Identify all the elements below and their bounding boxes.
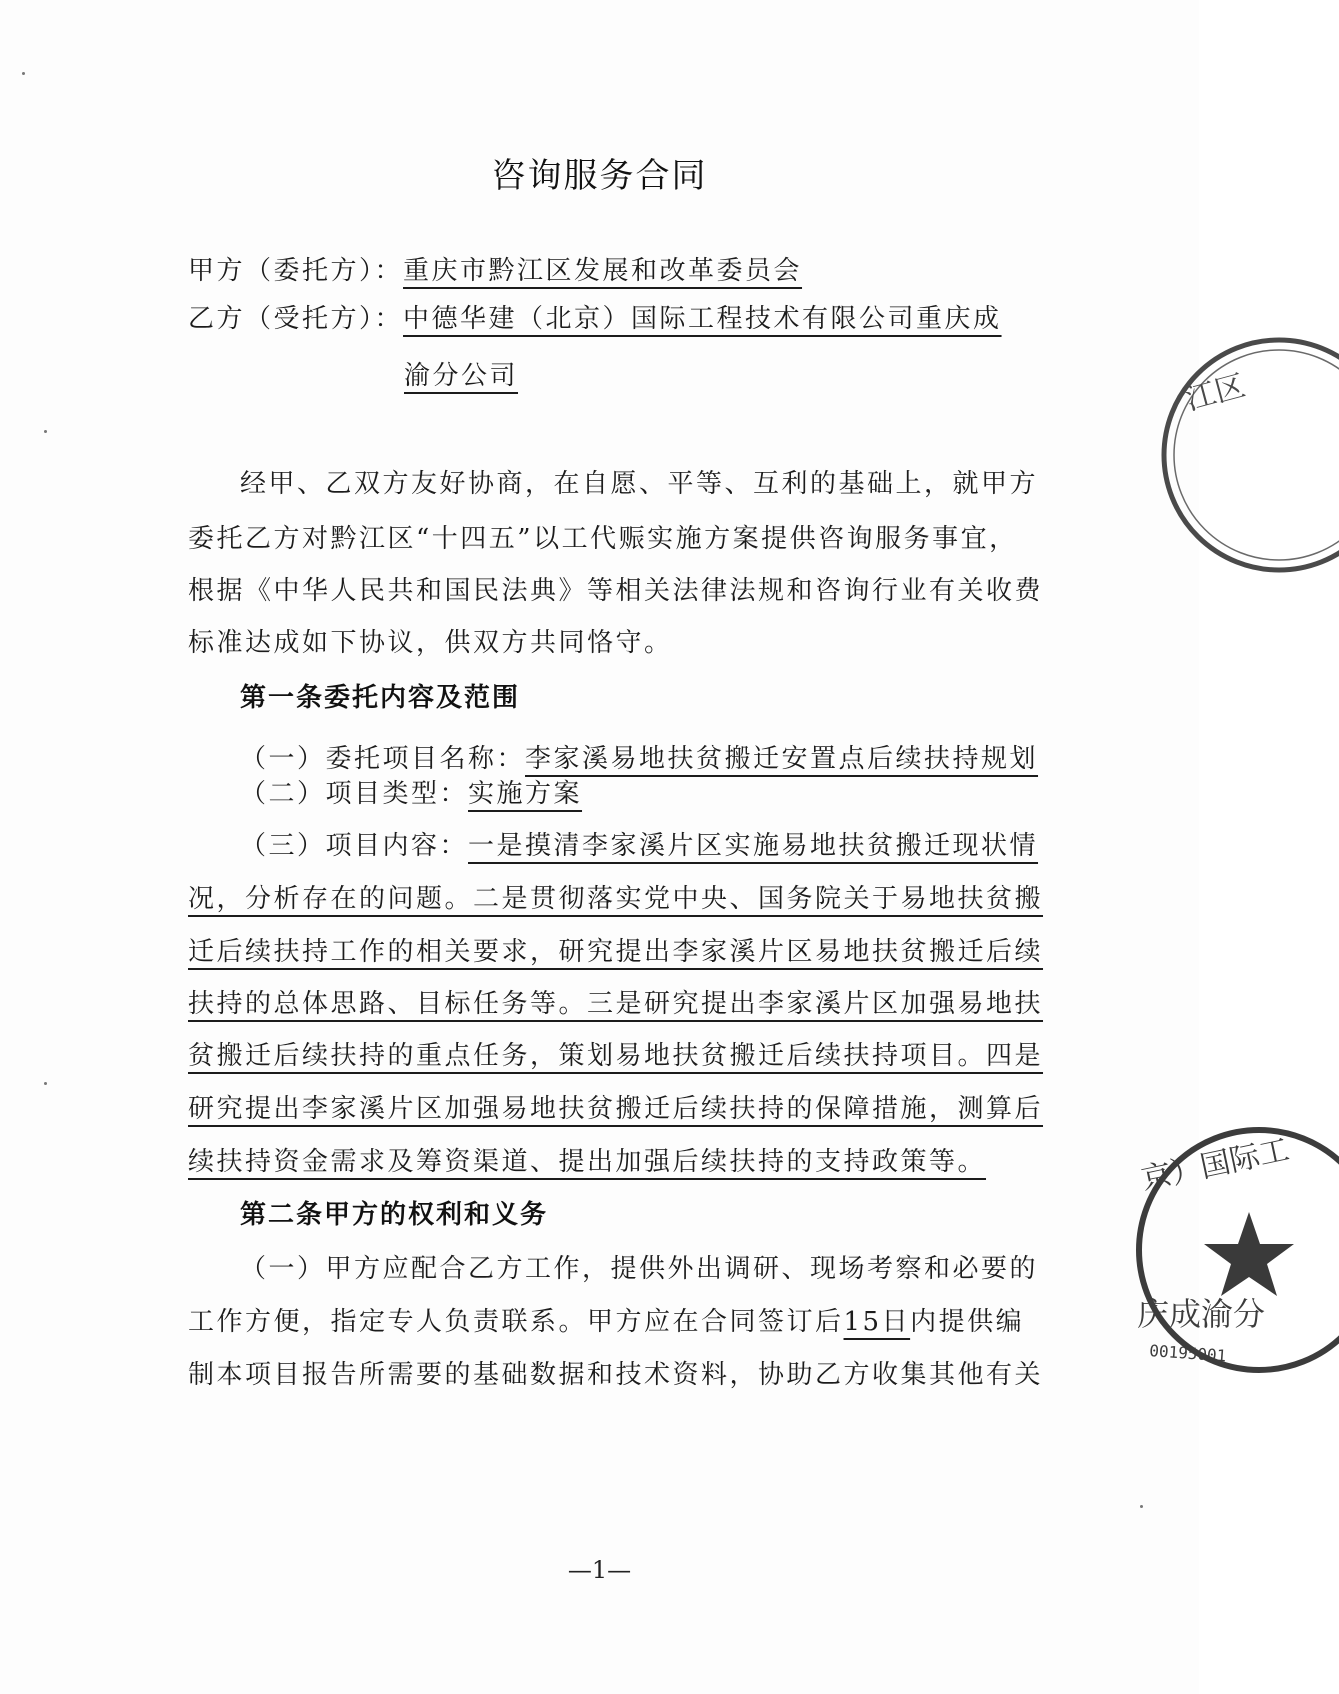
party-b-label: 乙方（受托方）：: [188, 304, 404, 334]
party-b-name-line2: 渝分公司: [404, 361, 519, 391]
article2-line-2: [188, 1301, 1024, 1338]
item3-label: （三）项目内容：: [240, 831, 469, 861]
intro-line-1: 经甲、乙双方友好协商，在自愿、平等、互利的基础上，就甲方: [240, 469, 1039, 499]
intro-line-4: 标准达成如下协议，供双方共同恪守。: [188, 628, 673, 658]
article1-heading: 第一条委托内容及范围: [240, 683, 521, 713]
item2-label: （二）项目类型：: [240, 779, 469, 809]
official-seal-top-fragment: [1094, 330, 1294, 580]
party-a-row: [188, 250, 802, 287]
article2-line2-post: 内提供编: [910, 1307, 1025, 1337]
item3-line-3: 扶持的总体思路、目标任务等。三是研究提出李家溪片区加强易地扶: [188, 989, 1044, 1019]
star-icon: [1204, 1212, 1294, 1296]
intro-line-3: 根据《中华人民共和国民法典》等相关法律法规和咨询行业有关收费: [188, 576, 1044, 606]
party-a-name: 重庆市黔江区发展和改革委员会: [403, 256, 803, 286]
party-a-label: 甲方（委托方）：: [188, 256, 404, 286]
item1-label: （一）委托项目名称：: [240, 744, 526, 774]
item1-value: 李家溪易地扶贫搬迁安置点后续扶持规划: [525, 744, 1039, 774]
party-b-name-line1: 中德华建（北京）国际工程技术有限公司重庆成: [403, 304, 1002, 334]
scan-speck: [44, 1082, 47, 1085]
company-seal-bottom-fragment: [1099, 1120, 1339, 1380]
svg-text:庆成渝分: 庆成渝分: [1137, 1295, 1266, 1333]
article2-heading: 第二条甲方的权利和义务: [240, 1200, 549, 1230]
svg-text:京）国际工: 京）国际工: [1138, 1132, 1293, 1198]
page-number: —1—: [567, 1556, 632, 1584]
scan-speck: [22, 72, 25, 75]
party-b-name-line2-row: [404, 355, 518, 392]
item3-line-6: 续扶持资金需求及筹资渠道、提出加强后续扶持的支持政策等。: [188, 1147, 987, 1177]
article2-line-1: （一）甲方应配合乙方工作，提供外出调研、现场考察和必要的: [240, 1254, 1039, 1284]
item3-line-1: 况，分析存在的问题。二是贯彻落实党中央、国务院关于易地扶贫搬: [188, 884, 1044, 914]
item3-line-5: 研究提出李家溪片区加强易地扶贫搬迁后续扶持的保障措施，测算后: [188, 1094, 1044, 1124]
article2-days: 15日: [843, 1307, 911, 1337]
article2-line-3: 制本项目报告所需要的基础数据和技术资料，协助乙方收集其他有关: [188, 1360, 1044, 1390]
item3-line-2: 迁后续扶持工作的相关要求，研究提出李家溪片区易地扶贫搬迁后续: [188, 937, 1044, 967]
article1-item3: [240, 825, 1038, 862]
intro-line-2: 委托乙方对黔江区“十四五”以工代赈实施方案提供咨询服务事宜，: [188, 524, 1018, 554]
document-title: 咨询服务合同: [491, 156, 708, 196]
article1-item1: [240, 738, 1038, 775]
article2-line2-pre: 工作方便，指定专人负责联系。甲方应在合同签订后: [188, 1307, 844, 1337]
svg-text:00195001: 00195001: [1148, 1341, 1227, 1366]
item2-value: 实施方案: [468, 779, 583, 809]
item3-line-4: 贫搬迁后续扶持的重点任务，策划易地扶贫搬迁后续扶持项目。四是: [188, 1041, 1044, 1071]
scan-speck: [1140, 1505, 1143, 1508]
scan-speck: [44, 430, 47, 433]
svg-text:江区: 江区: [1182, 368, 1250, 418]
party-b-row: [188, 298, 1002, 335]
item3-first-line: 一是摸清李家溪片区实施易地扶贫搬迁现状情: [468, 831, 1039, 861]
article1-item2: [240, 773, 582, 810]
